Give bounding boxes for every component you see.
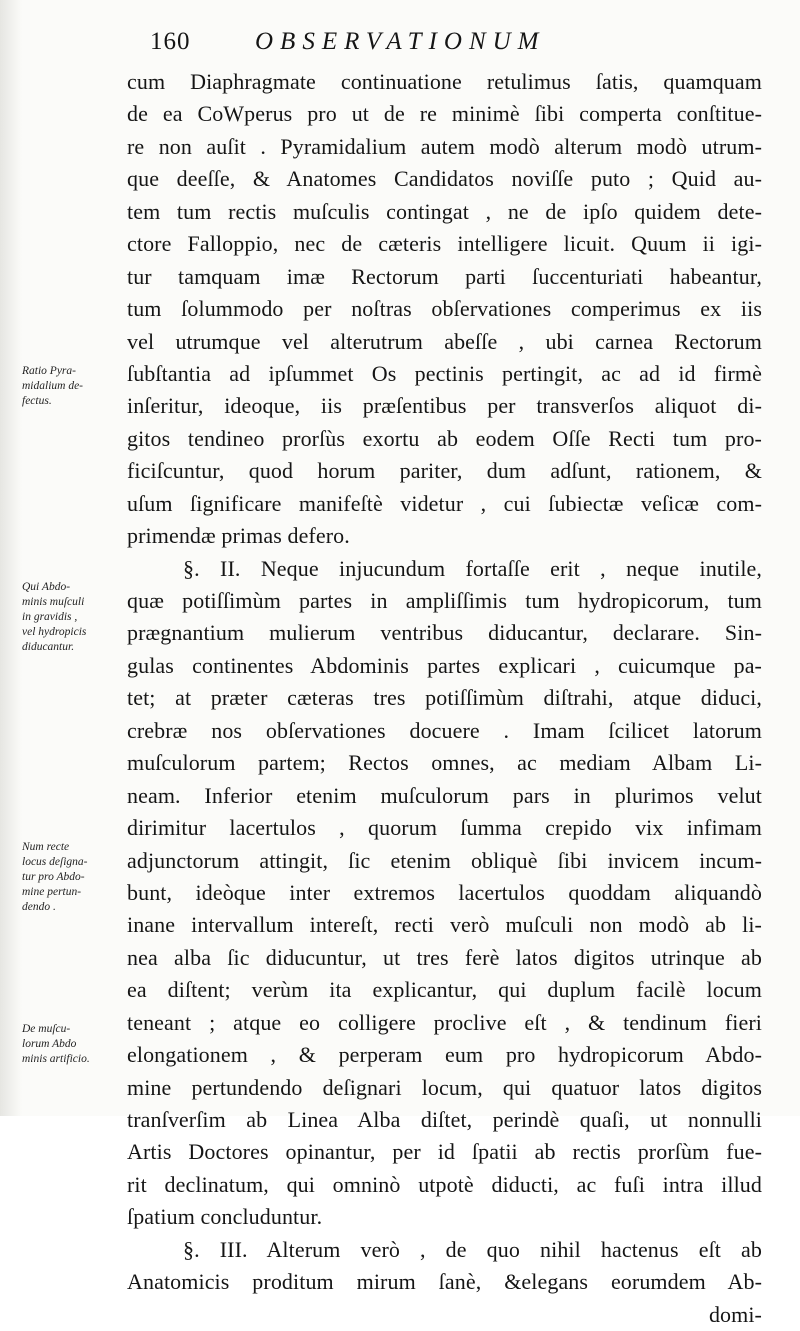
text-line: tranſverſim ab Linea Alba diſtet, perindè quaſi, ut nonnulli <box>127 1107 762 1132</box>
text-line: cum Diaphragmate continuatione retulimus ſatis, quamquam <box>127 69 762 94</box>
paragraph-end-line: ſpatium concluduntur. <box>127 1204 323 1230</box>
text-line: muſculorum partem; Rectos omnes, ac mediam Albam Li- <box>127 750 762 776</box>
text-line: tem tum rectis muſculis contingat , ne de ipſo quidem dete- <box>127 198 762 224</box>
margin-note-line: De muſcu- <box>22 1023 71 1035</box>
margin-note-line: dendo . <box>22 901 56 913</box>
page-header <box>150 26 750 66</box>
paragraph-end-line: primendæ primas defero. <box>127 523 350 549</box>
margin-note-line: midalium de- <box>22 380 84 392</box>
margin-note-line: diducantur. <box>22 641 75 653</box>
text-line: tur tamquam imæ Rectorum parti ſuccenturiati habeantur, <box>127 263 762 289</box>
text-line: teneant ; atque eo colligere proclive eſt , & tendinum fieri <box>127 1009 762 1035</box>
margin-note-line: Num recte <box>22 841 70 853</box>
text-line: Anatomicis proditum mirum ſanè, &elegans eorumdem Ab- <box>127 1269 762 1295</box>
text-line: bunt, ideòque inter extremos lacertulos quoddam aliquandò <box>127 879 762 905</box>
section-heading-line: §. III. Alterum verò , de quo nihil hactenus eſt ab <box>183 1236 762 1262</box>
margin-note-line: vel hydropicis <box>22 626 87 638</box>
text-line: dirimitur lacertulos , quorum ſumma crepido vix infimam <box>127 815 762 841</box>
text-line: tum ſolummodo per noſtras obſervationes comperimus ex iis <box>127 296 762 322</box>
text-line: inane intervallum intereſt, recti verò muſculi non modò ab li- <box>127 912 762 938</box>
text-line: prægnantium mulierum ventribus diducantur, declarare. Sin- <box>127 620 762 646</box>
text-line: gulas continentes Abdominis partes explicari , cuicumque pa- <box>127 652 762 678</box>
text-line: ficiſcuntur, quod horum pariter, dum adſunt, rationem, & <box>127 458 762 484</box>
catchword: domi- <box>708 1301 762 1327</box>
text-line: crebræ nos obſervationes docuere . Imam ſcilicet latorum <box>127 717 762 743</box>
binding-gutter-shadow <box>0 0 22 1116</box>
text-line: ctore Falloppio, nec de cæteris intelligere licuit. Quum ii igi- <box>127 231 762 257</box>
margin-note-line: mine pertun- <box>22 886 82 898</box>
margin-note-line: minis artificio. <box>22 1053 90 1065</box>
margin-note-muscle-artifice <box>22 1022 126 1067</box>
margin-note-line: minis muſculi <box>22 596 85 608</box>
text-line: de ea CoWperus pro ut de re minimè ſibi comperta conſtitue- <box>127 101 762 127</box>
margin-note-line: Qui Abdo- <box>22 581 71 593</box>
text-line: adjunctorum attingit, ſic etenim obliquè ſibi invicem incum- <box>127 847 762 873</box>
margin-note-line: tur pro Abdo- <box>22 871 85 883</box>
text-line: neam. Inferior etenim muſculorum pars in plurimos velut <box>127 782 762 808</box>
text-line: que deeſſe, & Anatomes Candidatos noviſſe puto ; Quid au- <box>127 166 762 192</box>
text-line: gitos tendineo prorſùs exortu ab eodem Oſſe Recti tum pro- <box>127 425 762 451</box>
text-line: ea diſtent; verùm ita explicantur, qui duplum facilè locum <box>127 977 762 1003</box>
margin-note-abdominal-muscles <box>22 580 126 655</box>
text-line: mine pertundendo deſignari locum, qui quatuor latos digitos <box>127 1074 762 1100</box>
text-line: uſum ſignificare manifeſtè videtur , cui ſubiectæ veſicæ com- <box>127 490 762 516</box>
margin-note-line: in gravidis , <box>22 611 78 623</box>
text-line: ſubſtantia ad ipſummet Os pectinis pertingit, ac ad id firmè <box>127 360 762 386</box>
margin-note-line: locus deſigna- <box>22 856 88 868</box>
margin-note-line: fectus. <box>22 395 52 407</box>
page-number: 160 <box>150 28 191 55</box>
margin-note-pyramidal <box>22 364 126 409</box>
margin-note-puncture-site <box>22 840 126 915</box>
text-line: Artis Doctores opinantur, per id ſpatii ab rectis prorſùm fue- <box>127 1139 762 1165</box>
text-line: re non auſit . Pyramidalium autem modò alterum modò utrum- <box>127 133 762 159</box>
main-text-block <box>127 66 762 1331</box>
text-line: elongationem , & perperam eum pro hydropicorum Abdo- <box>127 1042 762 1068</box>
margin-note-line: Ratio Pyra- <box>22 365 76 377</box>
text-line: rit declinatum, qui omninò utpotè diducti, ac fuſi intra illud <box>127 1171 762 1197</box>
text-line: tet; at præter cæteras tres potiſſimùm diſtrahi, atque diduci, <box>127 685 762 711</box>
text-line: nea alba ſic diducuntur, ut tres ferè latos digitos utrinque ab <box>127 944 762 970</box>
text-line: inſeritur, ideoque, iis præſentibus per transverſos aliquot di- <box>127 393 762 419</box>
text-line: vel utrumque vel alterutrum abeſſe , ubi carnea Rectorum <box>127 328 762 354</box>
text-line: quæ potiſſimùm partes in ampliſſimis tum hydropicorum, tum <box>127 588 762 613</box>
margin-note-line: lorum Abdo <box>22 1038 77 1050</box>
running-title: OBSERVATIONUM <box>255 28 546 55</box>
section-heading-line: §. II. Neque injucundum fortaſſe erit , neque inutile, <box>183 555 762 581</box>
